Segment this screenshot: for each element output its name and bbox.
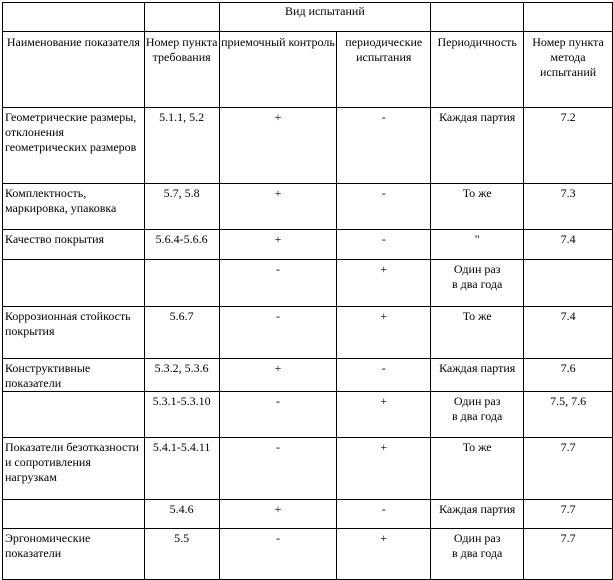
method-clause-cell: 7.2 bbox=[524, 108, 613, 184]
requirement-clause-cell: 5.1.1, 5.2 bbox=[144, 108, 219, 184]
frequency-cell: " bbox=[431, 230, 524, 260]
periodic-test-cell: - bbox=[337, 500, 431, 529]
acceptance-control-cell: - bbox=[219, 260, 337, 307]
frequency-cell bbox=[431, 392, 524, 438]
acceptance-control-cell: - bbox=[219, 392, 337, 438]
acceptance-control-cell: + bbox=[219, 184, 337, 230]
method-clause-cell: 7.3 bbox=[524, 184, 613, 230]
acceptance-control-cell: - bbox=[219, 307, 337, 359]
requirement-clause-cell: 5.4.1-5.4.11 bbox=[144, 438, 219, 500]
indicator-name-cell: Эргономические показатели bbox=[3, 529, 145, 580]
header-empty-cell bbox=[524, 3, 613, 32]
periodic-test-cell: - bbox=[337, 184, 431, 230]
table-row bbox=[3, 307, 613, 359]
header-requirement-clause: Номер пункта требования bbox=[144, 32, 219, 108]
frequency-cell bbox=[431, 529, 524, 580]
indicator-name-cell bbox=[3, 260, 145, 307]
frequency-cell: Каждая партия bbox=[431, 500, 524, 529]
requirement-clause-cell: 5.3.2, 5.3.6 bbox=[144, 359, 219, 392]
header-frequency: Периодичность bbox=[431, 32, 524, 108]
method-clause-cell: 7.7 bbox=[524, 529, 613, 580]
header-method-clause: Номер пункта метода испытаний bbox=[524, 32, 613, 108]
indicator-name-cell: Геометрические размеры, отклонения геометрических размеров bbox=[3, 108, 145, 184]
method-clause-cell bbox=[524, 260, 613, 307]
periodic-test-cell: + bbox=[337, 529, 431, 580]
acceptance-control-cell: - bbox=[219, 529, 337, 580]
acceptance-control-cell: + bbox=[219, 230, 337, 260]
frequency-line: Один раз bbox=[453, 262, 501, 276]
periodic-test-cell: + bbox=[337, 307, 431, 359]
frequency-line: в два года bbox=[452, 409, 503, 423]
frequency-line: в два года bbox=[452, 546, 503, 560]
frequency-cell: Каждая партия bbox=[431, 359, 524, 392]
acceptance-control-cell: - bbox=[219, 438, 337, 500]
header-periodic-tests: периодические испытания bbox=[337, 32, 431, 108]
table-row bbox=[3, 260, 613, 307]
method-clause-cell: 7.4 bbox=[524, 230, 613, 260]
frequency-line: Один раз bbox=[453, 531, 501, 545]
periodic-test-cell: - bbox=[337, 230, 431, 260]
frequency-line: Один раз bbox=[453, 394, 501, 408]
indicator-name-cell bbox=[3, 392, 145, 438]
acceptance-control-cell: + bbox=[219, 500, 337, 529]
acceptance-control-cell: + bbox=[219, 359, 337, 392]
acceptance-control-cell: + bbox=[219, 108, 337, 184]
method-clause-cell: 7.4 bbox=[524, 307, 613, 359]
table-row bbox=[3, 359, 613, 392]
header-indicator-name: Наименование показателя bbox=[3, 32, 145, 108]
frequency-cell: Каждая партия bbox=[431, 108, 524, 184]
table-row bbox=[3, 392, 613, 438]
indicator-name-cell bbox=[3, 500, 145, 529]
requirement-clause-cell bbox=[144, 260, 219, 307]
header-acceptance-control: приемочный контроль bbox=[219, 32, 337, 108]
indicator-name-cell: Комплектность, маркировка, упаковка bbox=[3, 184, 145, 230]
header-empty-cell bbox=[3, 3, 145, 32]
method-clause-cell: 7.7 bbox=[524, 438, 613, 500]
header-row-top bbox=[3, 3, 613, 32]
header-empty-cell bbox=[431, 3, 524, 32]
requirement-clause-cell: 5.3.1-5.3.10 bbox=[144, 392, 219, 438]
method-clause-cell: 7.5, 7.6 bbox=[524, 392, 613, 438]
requirement-clause-cell: 5.5 bbox=[144, 529, 219, 580]
periodic-test-cell: - bbox=[337, 108, 431, 184]
requirement-clause-cell: 5.7, 5.8 bbox=[144, 184, 219, 230]
method-clause-cell: 7.7 bbox=[524, 500, 613, 529]
frequency-cell: То же bbox=[431, 184, 524, 230]
method-clause-cell: 7.6 bbox=[524, 359, 613, 392]
header-empty-cell bbox=[144, 3, 219, 32]
table-row bbox=[3, 184, 613, 230]
table-row bbox=[3, 230, 613, 260]
periodic-test-cell: + bbox=[337, 438, 431, 500]
indicator-name-cell: Коррозионная стойкость покрытия bbox=[3, 307, 145, 359]
table-row bbox=[3, 108, 613, 184]
periodic-test-cell: - bbox=[337, 359, 431, 392]
header-row bbox=[3, 32, 613, 108]
table-row bbox=[3, 500, 613, 529]
periodic-test-cell: + bbox=[337, 392, 431, 438]
indicator-name-cell: Конструктивные показатели bbox=[3, 359, 145, 392]
requirement-clause-cell: 5.6.7 bbox=[144, 307, 219, 359]
table-row bbox=[3, 438, 613, 500]
frequency-line: в два года bbox=[452, 277, 503, 291]
indicator-name-cell: Показатели безотказности и сопротивления нагрузкам bbox=[3, 438, 145, 500]
frequency-cell bbox=[431, 260, 524, 307]
frequency-cell: То же bbox=[431, 438, 524, 500]
requirement-clause-cell: 5.4.6 bbox=[144, 500, 219, 529]
requirement-clause-cell: 5.6.4-5.6.6 bbox=[144, 230, 219, 260]
table-row bbox=[3, 529, 613, 580]
header-test-type: Вид испытаний bbox=[219, 3, 431, 32]
frequency-cell: То же bbox=[431, 307, 524, 359]
periodic-test-cell: + bbox=[337, 260, 431, 307]
test-requirements-table bbox=[2, 2, 613, 580]
indicator-name-cell: Качество покрытия bbox=[3, 230, 145, 260]
